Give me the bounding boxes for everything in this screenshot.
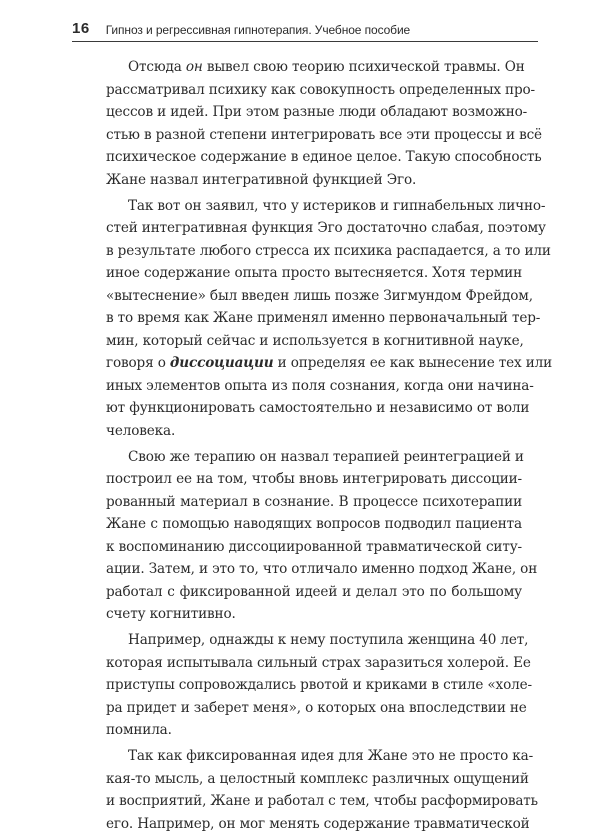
text-line xyxy=(106,330,522,353)
text-line xyxy=(106,195,522,218)
text-line xyxy=(106,397,522,420)
text-run: иных элементов опыта из поля сознания, когда они начина- xyxy=(106,378,534,394)
page-number: 16 xyxy=(72,20,90,37)
paragraph xyxy=(106,745,522,835)
text-line xyxy=(106,745,522,768)
text-line xyxy=(106,352,522,375)
text-line xyxy=(106,240,522,263)
text-run: вывел свою теорию психической травмы. Он xyxy=(203,59,525,75)
text-run: Жане назвал интегративной функцией Эго. xyxy=(106,172,416,188)
text-run: психическое содержание в единое целое. Такую способность xyxy=(106,149,542,165)
text-line xyxy=(106,307,522,330)
text-run: счету когнитивно. xyxy=(106,606,236,622)
running-header xyxy=(72,16,538,42)
text-run: мин, который сейчас и используется в когнитивной науке, xyxy=(106,333,524,349)
text-run: ации. Затем, и это то, что отличало именно подход Жане, он xyxy=(106,561,537,577)
text-line xyxy=(106,536,522,559)
text-line xyxy=(106,603,522,626)
text-run: Так вот он заявил, что у истериков и гипнабельных лично- xyxy=(128,198,545,214)
text-line xyxy=(106,468,522,491)
text-line xyxy=(106,768,522,791)
text-run: стей интегративная функция Эго достаточно слабая, поэтому xyxy=(106,220,546,236)
text-run: ют функционировать самостоятельно и независимо от воли xyxy=(106,400,529,416)
text-run: ра придет и заберет меня», о которых она впоследствии не xyxy=(106,700,527,716)
text-line xyxy=(106,217,522,240)
text-run: рованный материал в сознание. В процессе психотерапии xyxy=(106,494,522,510)
text-line xyxy=(106,101,522,124)
text-line xyxy=(106,674,522,697)
text-line xyxy=(106,262,522,285)
text-run: в то время как Жане применял именно первоначальный тер- xyxy=(106,310,540,326)
text-line xyxy=(106,375,522,398)
text-line xyxy=(106,56,522,79)
text-line xyxy=(106,629,522,652)
text-run: помнила. xyxy=(106,722,172,738)
text-line xyxy=(106,285,522,308)
text-line xyxy=(106,446,522,469)
text-run: рассматривал психику как совокупность определенных про- xyxy=(106,82,535,98)
text-run: кая-то мысль, а целостный комплекс различных ощущений xyxy=(106,771,529,787)
text-run: цессов и идей. При этом разные люди обладают возможно- xyxy=(106,104,527,120)
paragraph xyxy=(106,629,522,742)
text-run: к воспоминанию диссоциированной травматической ситу- xyxy=(106,539,522,555)
text-run: Так как фиксированная идея для Жане это не просто ка- xyxy=(128,748,533,764)
paragraph xyxy=(106,446,522,626)
text-line xyxy=(106,652,522,675)
text-run: его. Например, он мог менять содержание травматической xyxy=(106,816,530,832)
text-run: Жане с помощью наводящих вопросов подводил пациента xyxy=(106,516,522,532)
text-line xyxy=(106,697,522,720)
text-line xyxy=(106,169,522,192)
paragraph xyxy=(106,195,522,443)
text-line xyxy=(106,790,522,813)
text-line xyxy=(106,719,522,742)
text-run: построил ее на том, чтобы вновь интегрировать диссоции- xyxy=(106,471,522,487)
text-run: в результате любого стресса их психика распадается, а то или xyxy=(106,243,551,259)
text-run: человека. xyxy=(106,423,175,439)
text-run: и определяя ее как вынесение тех или xyxy=(274,355,553,371)
text-line xyxy=(106,124,522,147)
italic-word: он xyxy=(186,59,203,75)
text-line xyxy=(106,513,522,536)
text-run: работал с фиксированной идеей и делал это по большому xyxy=(106,584,522,600)
text-line xyxy=(106,558,522,581)
text-line xyxy=(106,581,522,604)
text-line xyxy=(106,813,522,835)
text-run: стью в разной степени интегрировать все эти процессы и всё xyxy=(106,127,542,143)
text-run: Например, однажды к нему поступила женщина 40 лет, xyxy=(128,632,528,648)
text-run: Отсюда xyxy=(128,59,186,75)
text-run: иное содержание опыта просто вытесняется. Хотя термин xyxy=(106,265,522,281)
text-run: и восприятий, Жане и работал с тем, чтобы расформировать xyxy=(106,793,538,809)
paragraph xyxy=(106,56,522,191)
text-line xyxy=(106,491,522,514)
running-title: Гипноз и регрессивная гипнотерапия. Учебное пособие xyxy=(106,23,410,37)
text-line xyxy=(106,79,522,102)
text-line xyxy=(106,146,522,169)
emphasis-term: диссоциации xyxy=(170,355,274,371)
text-line xyxy=(106,420,522,443)
text-run: Свою же терапию он назвал терапией реинтеграцией и xyxy=(128,449,524,465)
text-run: приступы сопровождались рвотой и криками в стиле «холе- xyxy=(106,677,532,693)
text-run: говоря о xyxy=(106,355,170,371)
text-run: «вытеснение» был введен лишь позже Зигмундом Фрейдом, xyxy=(106,288,533,304)
body-text xyxy=(106,56,522,835)
text-run: которая испытывала сильный страх заразиться холерой. Ее xyxy=(106,655,531,671)
